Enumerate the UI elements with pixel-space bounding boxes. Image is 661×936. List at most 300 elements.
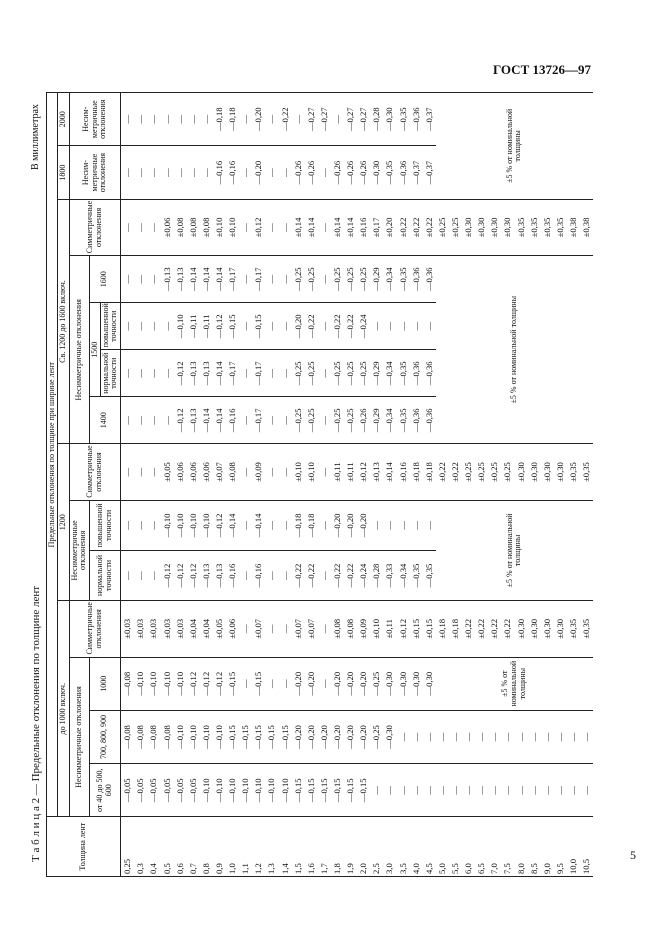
cell-w1200-high: —0,20 xyxy=(357,500,370,550)
thickness-cell: 10,0 xyxy=(567,817,580,877)
cell-w1200-sym: ±0,07 xyxy=(213,444,226,500)
cell-w1000-sym: ±0,18 xyxy=(449,601,462,657)
cell-w1200-normal: —0,12 xyxy=(187,550,200,600)
cell-w1400: —0,25 xyxy=(344,397,357,444)
cell-w700-900: — xyxy=(501,710,514,763)
cell-w1600-sym: ±0,35 xyxy=(540,199,553,255)
cell-w1600-sym: ±0,35 xyxy=(527,199,540,255)
cell-w1200-high: —0,10 xyxy=(160,500,173,550)
cell-w1800: —0,35 xyxy=(383,146,396,199)
table-row xyxy=(173,93,186,877)
cell-w1000-asym: —0,25 xyxy=(370,657,383,710)
cell-w700-900: —0,10 xyxy=(200,710,213,763)
table-row xyxy=(527,93,540,877)
cell-w1600-sym: ±0,06 xyxy=(160,199,173,255)
cell-w1400: —0,25 xyxy=(331,397,344,444)
cell-w1600-sym: ±0,14 xyxy=(331,199,344,255)
thickness-cell: 1,5 xyxy=(291,817,304,877)
cell-w700-900: — xyxy=(554,710,567,763)
cell-w1600: —0,34 xyxy=(383,256,396,303)
cell-w1000-asym: —0,10 xyxy=(160,657,173,710)
cell-w1800: — xyxy=(120,146,134,199)
cell-w1500-high: — xyxy=(370,303,383,350)
cell-w1600: —0,14 xyxy=(213,256,226,303)
cell-w40-600: —0,05 xyxy=(147,764,160,817)
cell-w1800: —0,37 xyxy=(409,146,422,199)
table-row xyxy=(213,93,226,877)
cell-w1400: —0,14 xyxy=(213,397,226,444)
thickness-cell: 1,0 xyxy=(226,817,239,877)
cell-w1500-high: —0,22 xyxy=(305,303,318,350)
cell-w1600-sym: ±0,08 xyxy=(173,199,186,255)
cell-w1500-high: — xyxy=(278,303,291,350)
cell-w1500-high: — xyxy=(134,303,147,350)
header-asym-1200: Несимметричные отклонения xyxy=(69,500,89,600)
cell-w1600-sym: ±0,10 xyxy=(213,199,226,255)
cell-w1200-high: — xyxy=(239,500,252,550)
header-width-1600: Св. 1200 до 1600 включ. xyxy=(58,199,69,444)
cell-w40-600: —0,10 xyxy=(278,764,291,817)
cell-w1200-sym: ±0,35 xyxy=(567,444,580,500)
cell-w700-900: —0,15 xyxy=(226,710,239,763)
header-sym-1200: Симметричные отклонения xyxy=(69,444,120,500)
table-row xyxy=(160,93,173,877)
cell-w1600: —0,25 xyxy=(344,256,357,303)
cell-w2000: —0,36 xyxy=(409,93,422,146)
cell-w1500-normal: —0,36 xyxy=(423,350,436,397)
cell-w40-600: —0,15 xyxy=(344,764,357,817)
thickness-cell: 1,7 xyxy=(318,817,331,877)
thickness-cell: 0,9 xyxy=(213,817,226,877)
cell-w1400: — xyxy=(147,397,160,444)
cell-w1000-asym: —0,10 xyxy=(147,657,160,710)
cell-w2000: — xyxy=(291,93,304,146)
cell-w2000: — xyxy=(147,93,160,146)
cell-w2000: —0,27 xyxy=(318,93,331,146)
cell-w1400: —0,25 xyxy=(305,397,318,444)
cell-w1400: —0,36 xyxy=(409,397,422,444)
cell-w1000-sym: — xyxy=(318,601,331,657)
cell-w40-600: — xyxy=(449,764,462,817)
cell-w1600: — xyxy=(239,256,252,303)
cell-w1200-sym: ±0,05 xyxy=(160,444,173,500)
cell-w40-600: —0,10 xyxy=(226,764,239,817)
cell-w1800: —0,26 xyxy=(291,146,304,199)
cell-w1200-normal: —0,35 xyxy=(409,550,422,600)
cell-w2000: — xyxy=(265,93,278,146)
cell-w1400: —0,25 xyxy=(291,397,304,444)
cell-w40-600: — xyxy=(423,764,436,817)
cell-w700-900: —0,10 xyxy=(213,710,226,763)
header-width-1200: 1200 xyxy=(58,444,69,601)
cell-w1500-high: — xyxy=(160,303,173,350)
cell-w1600-sym: ±0,14 xyxy=(291,199,304,255)
cell-w1200-normal: —0,13 xyxy=(200,550,213,600)
cell-w1000-asym: —0,10 xyxy=(134,657,147,710)
cell-w40-600: —0,10 xyxy=(213,764,226,817)
cell-w1800: — xyxy=(265,146,278,199)
cell-w1200-sym: — xyxy=(120,444,134,500)
cell-w2000: —0,30 xyxy=(383,93,396,146)
cell-w1600: —0,13 xyxy=(160,256,173,303)
thickness-cell: 7,5 xyxy=(501,817,514,877)
cell-w1000-asym: —0,30 xyxy=(396,657,409,710)
cell-w1000-sym: ±0,06 xyxy=(226,601,239,657)
cell-w1200-normal: —0,34 xyxy=(396,550,409,600)
cell-w1500-high: —0,20 xyxy=(291,303,304,350)
cell-w1600-sym: — xyxy=(278,199,291,255)
cell-w1600-sym: ±0,25 xyxy=(436,199,449,255)
cell-w1200-normal: —0,22 xyxy=(291,550,304,600)
cell-w1400: —0,17 xyxy=(252,397,265,444)
cell-w1000-sym: ±0,22 xyxy=(462,601,475,657)
cell-w40-600: —0,15 xyxy=(291,764,304,817)
table-row xyxy=(370,93,383,877)
note-1200-percent: ±5 % от номинальной толщины xyxy=(436,500,593,600)
cell-w1200-high: —0,10 xyxy=(173,500,186,550)
cell-w1200-sym: ±0,22 xyxy=(436,444,449,500)
thickness-cell: 5,0 xyxy=(436,817,449,877)
cell-w1500-normal: — xyxy=(265,350,278,397)
cell-w1800: —0,36 xyxy=(396,146,409,199)
cell-w1200-sym: ±0,16 xyxy=(396,444,409,500)
header-1200-high: повышенной точности xyxy=(89,500,120,550)
cell-w1400: — xyxy=(239,397,252,444)
cell-w1200-normal: —0,16 xyxy=(226,550,239,600)
cell-w1500-normal: —0,17 xyxy=(252,350,265,397)
cell-w1600-sym: ±0,35 xyxy=(514,199,527,255)
cell-w1400: —0,36 xyxy=(423,397,436,444)
cell-w1400: — xyxy=(265,397,278,444)
cell-w1000-sym: ±0,30 xyxy=(514,601,527,657)
cell-w1000-asym: — xyxy=(318,657,331,710)
header-asym-1800: Несим-метричные отклонения xyxy=(69,146,120,199)
cell-w1400: — xyxy=(318,397,331,444)
cell-w1200-high: — xyxy=(423,500,436,550)
cell-w1000-asym: —0,30 xyxy=(423,657,436,710)
cell-w1500-normal: — xyxy=(239,350,252,397)
cell-w1500-normal: —0,35 xyxy=(396,350,409,397)
cell-w1200-sym: — xyxy=(134,444,147,500)
cell-w1600: — xyxy=(134,256,147,303)
cell-w700-900: — xyxy=(514,710,527,763)
cell-w1500-high: —0,12 xyxy=(213,303,226,350)
units-note: В миллиметрах xyxy=(30,104,41,170)
cell-w1600-sym: ±0,16 xyxy=(357,199,370,255)
cell-w1200-normal: — xyxy=(265,550,278,600)
cell-w1800: — xyxy=(187,146,200,199)
cell-w1200-high: —0,12 xyxy=(213,500,226,550)
cell-w1200-sym: — xyxy=(265,444,278,500)
cell-w1400: — xyxy=(160,397,173,444)
cell-w1400: — xyxy=(120,397,134,444)
cell-w700-900: — xyxy=(462,710,475,763)
cell-w1000-sym: ±0,30 xyxy=(554,601,567,657)
cell-w1000-sym: ±0,15 xyxy=(409,601,422,657)
cell-w1000-sym: ±0,04 xyxy=(187,601,200,657)
cell-w1600-sym: ±0,22 xyxy=(396,199,409,255)
cell-w1000-sym: ±0,03 xyxy=(120,601,134,657)
header-asym-2000: Несим-метричные отклонения xyxy=(69,93,120,146)
cell-w1500-high: — xyxy=(423,303,436,350)
thickness-cell: 3,5 xyxy=(396,817,409,877)
cell-w1200-high: —0,14 xyxy=(252,500,265,550)
cell-w1000-sym: ±0,03 xyxy=(173,601,186,657)
cell-w1500-normal: —0,25 xyxy=(305,350,318,397)
cell-w1200-high: —0,18 xyxy=(305,500,318,550)
cell-w1200-sym: ±0,25 xyxy=(475,444,488,500)
cell-w40-600: — xyxy=(475,764,488,817)
cell-w1200-normal: —0,33 xyxy=(383,550,396,600)
cell-w40-600: — xyxy=(396,764,409,817)
cell-w2000: — xyxy=(200,93,213,146)
cell-w1400: —0,16 xyxy=(226,397,239,444)
thickness-cell: 0,25 xyxy=(120,817,134,877)
header-asym-1000: Несимметричные отклонения xyxy=(69,657,89,817)
cell-w1500-high: —0,10 xyxy=(173,303,186,350)
cell-w1200-sym: ±0,10 xyxy=(305,444,318,500)
cell-w1500-high: —0,24 xyxy=(357,303,370,350)
thickness-cell: 8,5 xyxy=(527,817,540,877)
cell-w700-900: —0,10 xyxy=(173,710,186,763)
cell-w1500-normal: — xyxy=(147,350,160,397)
cell-w40-600: — xyxy=(501,764,514,817)
cell-w1200-sym: ±0,30 xyxy=(527,444,540,500)
cell-w700-900: —0,08 xyxy=(160,710,173,763)
table-row xyxy=(475,93,488,877)
cell-w1600-sym: — xyxy=(318,199,331,255)
header-group: Предельные отклонения по толщине при ширине лент xyxy=(47,93,58,817)
cell-w1600-sym: ±0,38 xyxy=(567,199,580,255)
header-width-2000: 2000 xyxy=(58,93,69,146)
cell-w40-600: — xyxy=(514,764,527,817)
cell-w1200-normal: —0,22 xyxy=(331,550,344,600)
thickness-cell: 10,5 xyxy=(580,817,593,877)
cell-w700-900: —0,08 xyxy=(147,710,160,763)
table-body xyxy=(120,93,593,877)
cell-w40-600: —0,15 xyxy=(331,764,344,817)
thickness-cell: 0,7 xyxy=(187,817,200,877)
cell-w1000-sym: ±0,35 xyxy=(580,601,593,657)
cell-w1000-sym: — xyxy=(239,601,252,657)
thickness-cell: 4,5 xyxy=(423,817,436,877)
cell-w1000-asym: —0,12 xyxy=(213,657,226,710)
cell-w1000-asym: —0,15 xyxy=(226,657,239,710)
note-1000-percent: ±5 % от номинальной толщины xyxy=(436,657,593,710)
cell-w1200-high: — xyxy=(383,500,396,550)
cell-w1200-sym: — xyxy=(318,444,331,500)
thickness-cell: 2,0 xyxy=(357,817,370,877)
table-caption: Т а б л и ц а 2 — Предельные отклонения по толщине лент xyxy=(30,585,42,862)
thickness-cell: 6,5 xyxy=(475,817,488,877)
thickness-cell: 1,1 xyxy=(239,817,252,877)
cell-w40-600: — xyxy=(370,764,383,817)
cell-w1600-sym: ±0,35 xyxy=(554,199,567,255)
cell-w1000-sym: ±0,11 xyxy=(383,601,396,657)
cell-w1200-normal: —0,12 xyxy=(173,550,186,600)
cell-w700-900: — xyxy=(567,710,580,763)
table-row xyxy=(318,93,331,877)
cell-w1600: —0,25 xyxy=(305,256,318,303)
table-row xyxy=(554,93,567,877)
cell-w1600: —0,13 xyxy=(173,256,186,303)
cell-w2000: —0,27 xyxy=(344,93,357,146)
header-thickness: Толщина лент xyxy=(47,817,121,877)
cell-w1200-high: —0,10 xyxy=(187,500,200,550)
cell-w1000-sym: ±0,22 xyxy=(501,601,514,657)
cell-w1200-sym: ±0,10 xyxy=(291,444,304,500)
cell-w1600: —0,25 xyxy=(357,256,370,303)
thickness-cell: 1,3 xyxy=(265,817,278,877)
cell-w1500-normal: —0,13 xyxy=(187,350,200,397)
thickness-cell: 9,0 xyxy=(540,817,553,877)
cell-w1200-sym: ±0,14 xyxy=(383,444,396,500)
cell-w40-600: —0,05 xyxy=(134,764,147,817)
cell-w1600: —0,25 xyxy=(291,256,304,303)
cell-w700-900: —0,20 xyxy=(291,710,304,763)
cell-w700-900: —0,15 xyxy=(252,710,265,763)
table-row xyxy=(449,93,462,877)
cell-w1200-normal: —0,16 xyxy=(252,550,265,600)
cell-w2000: —0,18 xyxy=(213,93,226,146)
cell-w1500-normal: —0,12 xyxy=(173,350,186,397)
cell-w2000: — xyxy=(160,93,173,146)
cell-w1500-normal: —0,25 xyxy=(331,350,344,397)
cell-w1800: —0,26 xyxy=(344,146,357,199)
cell-w1500-normal: —0,25 xyxy=(291,350,304,397)
cell-w1600-sym: ±0,08 xyxy=(200,199,213,255)
cell-w1000-asym: —0,20 xyxy=(291,657,304,710)
cell-w1000-asym: —0,12 xyxy=(200,657,213,710)
cell-w1600-sym: ±0,22 xyxy=(409,199,422,255)
table-row xyxy=(305,93,318,877)
thickness-cell: 0,6 xyxy=(173,817,186,877)
cell-w1200-high: —0,14 xyxy=(226,500,239,550)
cell-w2000: —0,27 xyxy=(305,93,318,146)
cell-w40-600: — xyxy=(462,764,475,817)
thickness-cell: 6,0 xyxy=(462,817,475,877)
header-w1400: 1400 xyxy=(89,397,120,444)
cell-w1600-sym: — xyxy=(120,199,134,255)
cell-w1000-sym: ±0,22 xyxy=(475,601,488,657)
cell-w1000-sym: ±0,09 xyxy=(357,601,370,657)
cell-w1000-sym: ±0,08 xyxy=(344,601,357,657)
cell-w40-600: —0,10 xyxy=(200,764,213,817)
cell-w1500-high: — xyxy=(120,303,134,350)
note-1800-percent: ±5 % от номинальной толщины xyxy=(436,93,593,200)
cell-w1800: —0,16 xyxy=(226,146,239,199)
cell-w1200-normal: —0,12 xyxy=(160,550,173,600)
table-row xyxy=(291,93,304,877)
cell-w1800: — xyxy=(134,146,147,199)
cell-w1800: — xyxy=(173,146,186,199)
cell-w40-600: —0,10 xyxy=(252,764,265,817)
cell-w2000: — xyxy=(173,93,186,146)
cell-w1600: — xyxy=(318,256,331,303)
cell-w1200-normal: —0,22 xyxy=(344,550,357,600)
cell-w1600-sym: — xyxy=(265,199,278,255)
cell-w40-600: — xyxy=(436,764,449,817)
header-width-1000: до 1000 включ. xyxy=(58,601,69,817)
cell-w1600: —0,36 xyxy=(409,256,422,303)
table-row xyxy=(226,93,239,877)
cell-w1200-normal: — xyxy=(147,550,160,600)
cell-w1500-high: —0,11 xyxy=(187,303,200,350)
cell-w1600-sym: ±0,17 xyxy=(370,199,383,255)
cell-w1800: —0,20 xyxy=(252,146,265,199)
cell-w1500-normal: —0,29 xyxy=(370,350,383,397)
header-w1500: 1500 xyxy=(89,303,100,397)
cell-w1200-high: — xyxy=(147,500,160,550)
cell-w2000: — xyxy=(134,93,147,146)
cell-w1200-sym: — xyxy=(147,444,160,500)
cell-w1200-high: — xyxy=(318,500,331,550)
table-row xyxy=(423,93,436,877)
cell-w1200-sym: ±0,12 xyxy=(357,444,370,500)
cell-w1500-high: — xyxy=(147,303,160,350)
document-code: ГОСТ 13726—97 xyxy=(492,62,591,77)
cell-w1800: — xyxy=(147,146,160,199)
cell-w1500-normal: — xyxy=(134,350,147,397)
cell-w1600: —0,17 xyxy=(226,256,239,303)
cell-w1200-high: —0,10 xyxy=(200,500,213,550)
header-w700-900: 700, 800, 900 xyxy=(89,710,120,763)
cell-w1800: — xyxy=(200,146,213,199)
cell-w1500-high: — xyxy=(239,303,252,350)
cell-w700-900: — xyxy=(475,710,488,763)
cell-w700-900: —0,30 xyxy=(383,710,396,763)
cell-w1600-sym: ±0,20 xyxy=(383,199,396,255)
cell-w1600-sym: ±0,14 xyxy=(344,199,357,255)
thickness-cell: 1,2 xyxy=(252,817,265,877)
thickness-cell: 0,3 xyxy=(134,817,147,877)
cell-w1500-normal: —0,17 xyxy=(226,350,239,397)
header-sym-1000: Симметричные отклонения xyxy=(69,601,120,657)
cell-w1200-sym: ±0,11 xyxy=(331,444,344,500)
cell-w1400: — xyxy=(278,397,291,444)
cell-w40-600: — xyxy=(383,764,396,817)
cell-w1000-sym: ±0,15 xyxy=(423,601,436,657)
cell-w1800: —0,26 xyxy=(305,146,318,199)
cell-w1200-sym: ±0,22 xyxy=(449,444,462,500)
thickness-cell: 1,8 xyxy=(331,817,344,877)
cell-w1200-sym: ±0,25 xyxy=(488,444,501,500)
table-row xyxy=(501,93,514,877)
cell-w1200-normal: — xyxy=(318,550,331,600)
cell-w1800: — xyxy=(239,146,252,199)
cell-w2000: —0,27 xyxy=(357,93,370,146)
cell-w1200-normal: —0,28 xyxy=(370,550,383,600)
thickness-cell: 0,5 xyxy=(160,817,173,877)
cell-w700-900: —0,08 xyxy=(134,710,147,763)
thickness-cell: 9,5 xyxy=(554,817,567,877)
table-row xyxy=(134,93,147,877)
cell-w1200-high: — xyxy=(409,500,422,550)
cell-w1500-high: — xyxy=(409,303,422,350)
cell-w1600: — xyxy=(278,256,291,303)
cell-w1500-high: — xyxy=(318,303,331,350)
cell-w2000: —0,37 xyxy=(423,93,436,146)
cell-w1200-normal: —0,13 xyxy=(213,550,226,600)
cell-w1600: —0,14 xyxy=(200,256,213,303)
cell-w1200-sym: ±0,25 xyxy=(501,444,514,500)
table-row xyxy=(409,93,422,877)
cell-w1800: — xyxy=(160,146,173,199)
cell-w1600: —0,17 xyxy=(252,256,265,303)
cell-w700-900: —0,15 xyxy=(239,710,252,763)
cell-w700-900: — xyxy=(540,710,553,763)
cell-w1600: —0,25 xyxy=(331,256,344,303)
